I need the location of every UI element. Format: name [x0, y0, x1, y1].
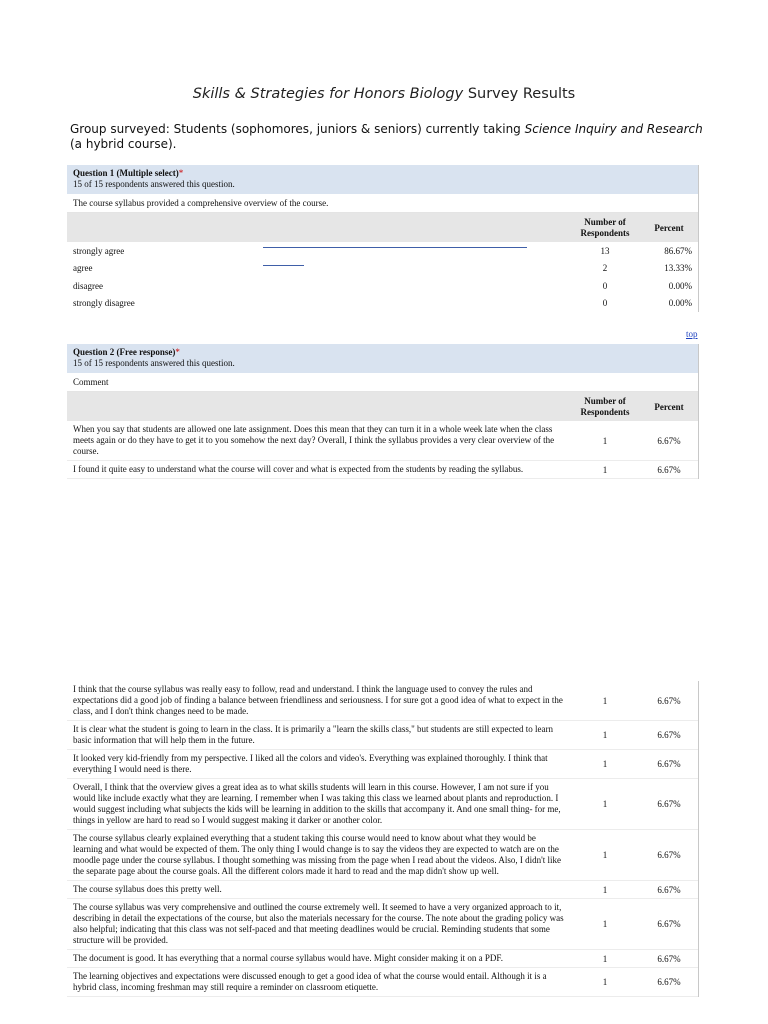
answer-bar: [263, 247, 527, 248]
answer-count: 0: [602, 298, 608, 309]
comment-percent: 6.67%: [657, 977, 681, 987]
answer-bar-cell: [263, 242, 570, 260]
answer-label: strongly agree: [73, 245, 125, 256]
answer-bar-cell: [263, 277, 570, 295]
group-prefix: Group surveyed: Students (sophomores, juniors & seniors) currently taking: [70, 122, 525, 136]
comment-row: [67, 950, 698, 968]
comment-percent: 6.67%: [657, 435, 681, 446]
answer-label: strongly disagree: [73, 298, 135, 309]
question-2-rows: [67, 421, 698, 479]
group-suffix: (a hybrid course).: [70, 137, 177, 151]
comment-percent: 6.67%: [657, 884, 681, 895]
answer-count: 2: [602, 263, 608, 274]
comment-row: [67, 968, 698, 997]
comment-text: The course syllabus clearly explained everything that a student taking this course would need to know about what they would be learning and what would be expected of them. The only thing I would change is to say the videos they are expected to watch are on the moodle page under the course syllabus. I thought something was missing from the page when I read about the videos. Also, I didn't like the separate page about the course goals. All the different colors made it hard to read and the map didn't show up well.: [73, 833, 562, 876]
answer-percent: 86.67%: [664, 245, 692, 256]
comment-percent: 6.67%: [657, 850, 681, 860]
answer-count: 0: [602, 280, 608, 291]
question-2-continued: [67, 681, 699, 997]
comment-text: The document is good. It has everything that a normal course syllabus would have. Might consider making it on a PDF.: [73, 953, 503, 963]
comment-text: It is clear what the student is going to learn in the class. It is primarily a "learn the skills class," but students are still expected to learn basic information that will help them in the future.: [73, 724, 553, 745]
comment-count: 1: [602, 850, 608, 860]
group-course: Science Inquiry and Research: [524, 122, 703, 136]
question-1-answered: 15 of 15 respondents answered this question.: [73, 179, 235, 189]
col-percent: Percent: [654, 222, 684, 233]
comment-count: 1: [602, 977, 608, 987]
answer-row: [67, 242, 698, 260]
answer-bar-cell: [263, 295, 570, 313]
comment-count: 1: [602, 464, 608, 475]
comment-count: 1: [602, 730, 608, 740]
comment-row: [67, 750, 698, 779]
comment-row: [67, 779, 698, 830]
title-italic: Skills & Strategies for Honors Biology: [192, 86, 464, 102]
comment-percent: 6.67%: [657, 730, 681, 740]
comment-percent: 6.67%: [657, 759, 681, 769]
comment-row: [67, 830, 698, 881]
question-2-label: Question 2 (Free response): [73, 347, 176, 357]
question-2-header: [67, 344, 698, 373]
col-percent: Percent: [654, 401, 684, 412]
comment-percent: 6.67%: [657, 953, 681, 964]
comment-row: [67, 461, 698, 479]
comment-text: When you say that students are allowed one late assignment. Does this mean that they can turn it in a whole week late when the class meets again or do they have to get it to you somehow the next day? Overall, I think the syllabus provides a very clear overview of the course.: [73, 424, 555, 456]
comment-percent: 6.67%: [657, 695, 681, 706]
question-1-rows: [67, 242, 698, 312]
comment-text: I found it quite easy to understand what the course will cover and what is expected from the students by reading the syllabus.: [73, 464, 524, 474]
comment-row: [67, 881, 698, 899]
question-2-answered: 15 of 15 respondents answered this question.: [73, 358, 235, 368]
question-2: [67, 344, 699, 479]
col-respondents: Number of Respondents: [580, 395, 630, 417]
question-2-prompt: Comment: [67, 373, 698, 392]
question-2-continued-rows: [67, 681, 698, 997]
comment-row: [67, 681, 698, 721]
question-1-label: Question 1 (Multiple select): [73, 168, 179, 178]
comment-count: 1: [602, 759, 608, 769]
answer-percent: 13.33%: [664, 263, 692, 274]
answer-row: [67, 295, 698, 313]
top-link[interactable]: top: [686, 329, 698, 339]
answer-count: 13: [600, 245, 610, 256]
answer-percent: 0.00%: [668, 280, 692, 291]
comment-count: 1: [602, 695, 608, 706]
comment-count: 1: [602, 799, 608, 809]
answer-bar: [263, 265, 304, 266]
group-surveyed: [70, 122, 710, 152]
comment-count: 1: [602, 919, 608, 929]
comment-count: 1: [602, 884, 608, 895]
question-1: [67, 165, 699, 312]
answer-percent: 0.00%: [668, 298, 692, 309]
comment-count: 1: [602, 953, 608, 964]
comment-text: The course syllabus was very comprehensive and outlined the course extremely well. It seemed to have a very organized approach to it, describing in detail the expectations of the course, but also the materials necessary for the course. The note about the grading policy was also helpful; indicating that this class was not self-paced and that meeting deadlines would be crucial. Reminding students that some structure will be provided.: [73, 902, 564, 945]
comment-row: [67, 421, 698, 461]
question-1-prompt: The course syllabus provided a comprehensive overview of the course.: [67, 194, 698, 213]
comment-text: Overall, I think that the overview gives a great idea as to what skills students will learn in this course. However, I am not sure if you would like include exactly what they are learning. I remember when I was taking this class we learned about plants and reproduction. I would suggest including what subjects the kids will be learning in addition to the skills that accompany it. And one small thing- for me, things in yellow are hard to read so I would suggest making it darker or another color.: [73, 782, 561, 825]
required-asterisk: *: [178, 168, 184, 178]
comment-percent: 6.67%: [657, 799, 681, 809]
required-asterisk: *: [175, 347, 180, 357]
comment-text: It looked very kid-friendly from my perspective. I liked all the colors and video's. Everything was explained thoroughly. I think that everything I would need is there.: [73, 753, 548, 774]
comment-percent: 6.67%: [657, 464, 681, 475]
question-2-column-header: [67, 392, 698, 421]
comment-count: 1: [602, 435, 608, 446]
answer-label: disagree: [73, 280, 103, 291]
col-respondents: Number of Respondents: [580, 216, 630, 238]
answer-bar-cell: [263, 260, 570, 278]
answer-row: [67, 277, 698, 295]
comment-text: The course syllabus does this pretty well.: [73, 884, 222, 894]
answer-row: [67, 260, 698, 278]
comment-row: [67, 899, 698, 950]
page-title: [0, 86, 768, 102]
question-1-column-header: [67, 213, 698, 242]
title-rest: Survey Results: [463, 86, 576, 102]
comment-text: The learning objectives and expectations were discussed enough to get a good idea of what the course would entail. Although it is a hybrid class, incoming freshman may still require a reminder on classroom etiquette.: [73, 971, 547, 992]
comment-percent: 6.67%: [657, 919, 681, 929]
comment-row: [67, 721, 698, 750]
question-1-header: [67, 165, 698, 194]
comment-text: I think that the course syllabus was really easy to follow, read and understand. I think the language used to convey the rules and expectations did a good job of finding a balance between friendliness and seriousness. I for sure got a good idea of what to expect in the class, and I don't think changes need to be made.: [73, 684, 563, 716]
answer-label: agree: [73, 263, 93, 274]
